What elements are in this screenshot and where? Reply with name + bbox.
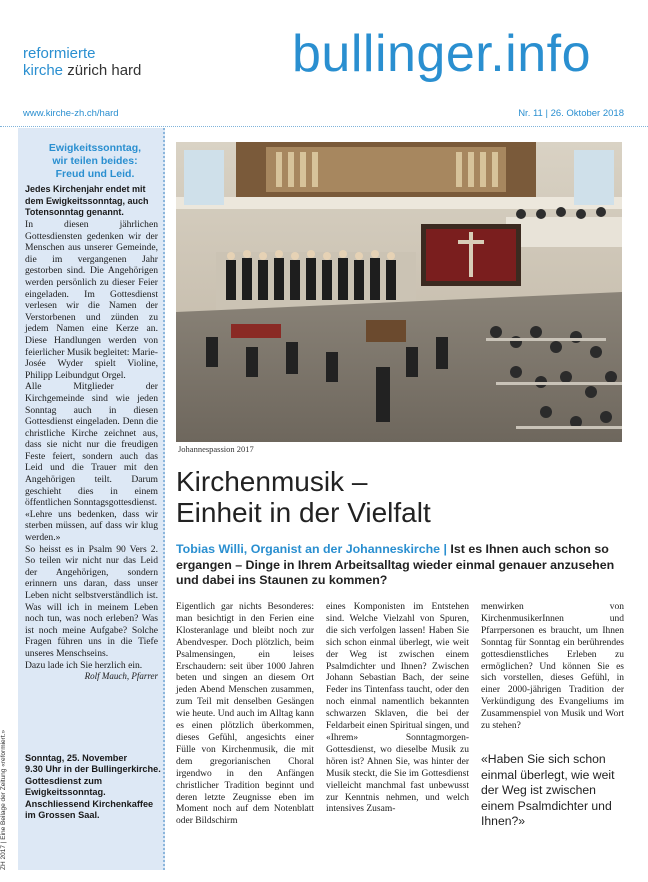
sidebar-title-line: Ewigkeitssonntag, (48, 142, 142, 154)
event-line: Anschliessend Kirchenkaffee (25, 798, 154, 809)
supplement-note: ZH 2017 | Eine Beilage der Zeitung «reformiert.» (0, 729, 7, 870)
event-line: Sonntag, 25. November (25, 753, 128, 763)
article-author: Tobias Willi, Organist an der Johanneskirche | (176, 542, 447, 556)
event-line: im Grossen Saal. (25, 810, 100, 821)
photo-caption: Johannespassion 2017 (178, 444, 254, 454)
masthead-brand (292, 26, 591, 82)
website-link[interactable]: www.kirche-zh.ch/hard (23, 108, 119, 119)
article-column-1: Eigentlich gar nichts Besonderes: man besichtigt in den Ferien eine Klosteranlage und bleibt noch zur Abendvesper. Doch plötzlich, beim Psalmensingen, ein leises Erschaudern: seit über 1000 Jahren beten und singen an diesem Ort jeden Abend Menschen zusammen, zum Teil mit denselben Gesängen wie heute. Und auch im Alltag kann es einen plötzlich überkommen, dieses Gefühl, angesichts einer Fülle von Kirchenmusik, die mit dem gregorianischen Choral irgendwo in den Anfängen christlicher Tradition beginnt und deren letzte Zeugnisse eben im Moment noch auf dem Notenblatt oder Bildschirm (176, 602, 314, 827)
headline-line: Kirchenmusik – (176, 466, 368, 497)
org-name-line1: reformierte (23, 45, 96, 62)
lead-text: Ist es Ihnen auch schon so ergangen – Dinge in Ihrem Arbeitsalltag wieder einmal genauer anzusehen und dabei ins Staunen zu kommen? (176, 542, 615, 587)
sidebar-title (25, 142, 165, 181)
brand-dot: . (490, 25, 506, 83)
headline-line: Einheit in der Vielfalt (176, 497, 431, 528)
sidebar-title-line: Freud und Leid. (55, 168, 135, 180)
sidebar-signature: Rolf Mauch, Pfarrer (84, 671, 158, 682)
event-info (25, 753, 161, 821)
sidebar-paragraph: «Lehre uns bedenken, dass wir sterben müssen, auf dass wir klug werden.» (25, 508, 158, 544)
org-name-kirche: kirche (23, 62, 64, 79)
event-line: Gottesdienst zum (25, 775, 103, 786)
org-name-location: zürich hard (67, 62, 142, 79)
article-headline (176, 466, 622, 528)
org-name-line2 (23, 63, 141, 78)
sidebar-paragraph: So heisst es in Psalm 90 Vers 2. So teilen wir nicht nur das Leid der Angehörigen, sondern erinnern uns daran, dass unser Leben nicht selbstverständlich ist. Was will ich in meinem Leben noch tun, was noch erleben? Was ist noch meine Aufgabe? Solche Fragen führen uns in die Tiefe unseres Menschseins. (25, 543, 158, 659)
header-divider (0, 126, 648, 127)
pull-quote: «Haben Sie sich schon einmal überlegt, wie weit der Weg ist zwischen einem Psalmdichter und Ihnen?» (481, 752, 615, 828)
sidebar-lead: Jedes Kirchenjahr endet mit dem Ewigkeitssonntag, auch Totensonntag genannt. (25, 184, 149, 217)
concert-photo (176, 142, 622, 442)
concert-photo-illustration (176, 142, 622, 442)
sidebar-paragraph: In diesen jährlichen Gottesdiensten gedenken wir der Menschen aus unserer Gemeinde, die im vergangenen Jahr gestorben sind. Die Angehörigen werden persönlich zu dieser Feier eingeladen. Im Gottesdienst verlesen wir die Namen der Verstorbenen und zünden zu jedem Namen eine Kerze an. Diese Handlungen werden von feierlicher Musik begleitet: Marie-Josée Wyder spielt Violine, Philipp Leibundgut Orgel. (25, 219, 158, 381)
brand-suffix: info (505, 25, 592, 83)
sidebar-title-line: wir teilen beides: (52, 155, 138, 167)
issue-date: Nr. 11 | 26. Oktober 2018 (518, 108, 624, 119)
event-line: Ewigkeitssonntag. (25, 787, 106, 798)
sidebar-paragraph: Dazu lade ich Sie herzlich ein. (25, 659, 143, 671)
sidebar-body (25, 219, 158, 683)
article-column-3: menwirken von KirchenmusikerInnen und Pfarrpersonen es braucht, um Ihnen Sonntag für Sonntag ein berührendes gottesdienstliches Erleben zu ermöglichen? Und können Sie es sich vorstellen, dieses Gefühl, in einer 2000-jährigen Tradition der Verkündigung des Evangeliums im Zusammenspiel von Musik und Wort zu stehen? (481, 602, 624, 732)
event-line: 9.30 Uhr in der Bullingerkirche. (25, 764, 161, 775)
sidebar-paragraph: Alle Mitglieder der Kirchgemeinde sind wie jeden Sonntag auch in diesen Gottesdienst eingeladen. Denn die christliche Kirche zeichnet aus, dass sie nicht nur die freudigen Feste feiert, sondern auch das Leid und die Trauer mit den Angehörigen teilt. Darum geschieht dies in einem öffentlichen Sonntagsgottesdienst. (25, 381, 158, 509)
article-column-2: eines Komponisten im Entstehen sind. Welche Vielzahl von Spuren, die sich verfolgen lassen! Haben Sie sich schon einmal überlegt, wie weit der Weg ist zwischen einem Psalmdichter und Ihnen? Zwischen Johann Sebastian Bach, der seine Feder ins Tintenfass taucht, oder den noch einmal namentlich bekannten schwarzen Sklaven, die bei der Feldarbeit einen Spiritual singen, und «Ihrem» Sonntagmorgen-Gottesdienst, wo dieselbe Musik zu hören ist? Ahnen Sie, was hinter der Musik steckt, die Sie im Gottesdienst vielleicht manchmal fast unbewusst zur Kenntnis nehmen, und welch intensives Zusam- (326, 602, 469, 815)
brand-main: bullinger (292, 25, 491, 83)
article-lead (176, 542, 624, 589)
